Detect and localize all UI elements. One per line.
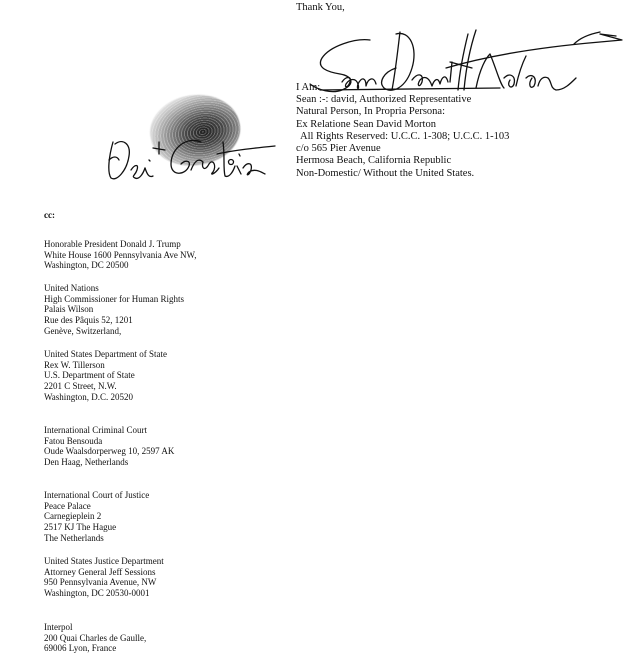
recipient-line: Washington, DC 20500 bbox=[44, 260, 129, 271]
recipient-line: 200 Quai Charles de Gaulle, bbox=[44, 632, 147, 643]
recipient-line: Attorney General Jeff Sessions bbox=[44, 566, 156, 577]
recipient-line: United States Justice Department bbox=[44, 556, 164, 566]
handwritten-signature bbox=[300, 28, 630, 98]
recipient-line: The Netherlands bbox=[44, 532, 104, 543]
identity-line: Sean :-: david, Authorized Representative bbox=[296, 94, 472, 105]
recipient-line: 2201 C Street, N.W. bbox=[44, 381, 117, 392]
recipient-line: Den Haag, Netherlands bbox=[44, 457, 129, 468]
recipient-line: United Nations bbox=[44, 283, 99, 293]
recipient-line: Peace Palace bbox=[44, 500, 91, 511]
cc-recipient-interpol bbox=[44, 622, 146, 654]
recipient-line: Washington, DC 20530-0001 bbox=[44, 588, 150, 599]
cc-label: cc: bbox=[44, 210, 55, 220]
identity-line: Hermosa Beach, California Republic bbox=[296, 155, 452, 167]
recipient-line: Washington, D.C. 20520 bbox=[44, 391, 134, 402]
recipient-line: Genève, Switzerland, bbox=[44, 325, 122, 336]
recipient-line: 2517 KJ The Hague bbox=[44, 522, 117, 533]
recipient-line: Interpol bbox=[44, 622, 73, 632]
identity-line: Ex Relatione Sean David Morton bbox=[296, 118, 436, 130]
recipient-line: International Criminal Court bbox=[44, 425, 147, 435]
i-am-label: I Am: bbox=[296, 82, 321, 93]
recipient-line: High Commissioner for Human Rights bbox=[44, 293, 184, 304]
recipient-line: Carnegieplein 2 bbox=[44, 511, 102, 522]
recipient-line: Oude Waalsdorperweg 10, 2597 AK bbox=[44, 446, 175, 457]
cc-recipient-white-house bbox=[44, 239, 196, 271]
recipient-line: International Court of Justice bbox=[44, 490, 150, 500]
recipient-line: Honorable President Donald J. Trump bbox=[44, 239, 181, 249]
cc-recipient-justice-department bbox=[44, 556, 164, 599]
identity-line: Non-Domestic/ Without the United States. bbox=[296, 167, 475, 179]
recipient-line: Rue des Pâquis 52, 1201 bbox=[44, 315, 133, 326]
cc-recipient-state-department bbox=[44, 349, 167, 403]
recipient-line: United States Department of State bbox=[44, 349, 167, 359]
recipient-line: 69006 Lyon, France bbox=[44, 643, 117, 654]
identity-block bbox=[296, 94, 509, 180]
cc-recipient-united-nations bbox=[44, 283, 184, 337]
identity-line: Natural Person, In Propria Persona: bbox=[296, 106, 446, 118]
closing-thank-you: Thank You, bbox=[296, 2, 345, 13]
cc-recipient-international-criminal-court bbox=[44, 425, 174, 468]
cc-recipient-international-court-of-justice bbox=[44, 490, 149, 544]
recipient-line: U.S. Department of State bbox=[44, 370, 135, 381]
recipient-line: Palais Wilson bbox=[44, 304, 94, 315]
identity-line: c/o 565 Pier Avenue bbox=[296, 143, 381, 155]
dei-gratia-signature bbox=[105, 120, 305, 190]
recipient-line: Rex W. Tillerson bbox=[44, 359, 105, 370]
recipient-line: 950 Pennsylvania Avenue, NW bbox=[44, 577, 157, 588]
recipient-line: Fatou Bensouda bbox=[44, 435, 103, 446]
recipient-line: White House 1600 Pennsylvania Ave NW, bbox=[44, 249, 197, 260]
identity-line: All Rights Reserved: U.C.C. 1-308; U.C.C. 1-103 bbox=[300, 130, 510, 142]
